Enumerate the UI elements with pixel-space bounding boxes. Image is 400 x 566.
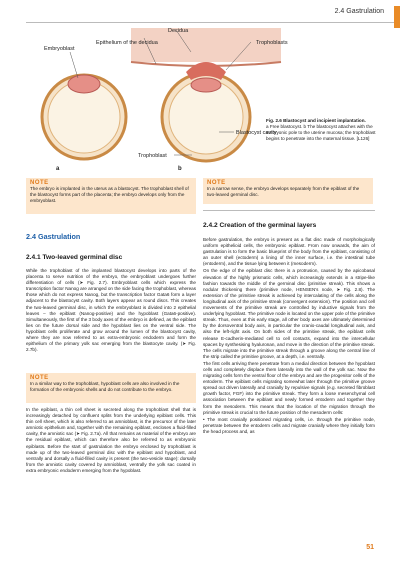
left-column-text-2 [26,407,196,557]
left-column-text-1 [26,268,196,372]
note-box-1 [26,178,196,214]
header-title: 2.4 Gastrulation [334,8,384,15]
label-b: b [178,166,182,172]
note-box-2 [203,178,373,204]
page-number: 51 [366,544,374,551]
section-title: 2.4 Gastrulation [26,232,81,241]
caption-body: a Free blastocyst. b The blastocyst attaches with the embryonic pole to the uterine mucosa; the trophoblast begins to penetrate into the maternal tissue. [L126] [266,124,376,141]
figure-2-6 [26,22,371,172]
paragraph: The first cells arriving there penetrate from a medial direction between the hypoblast cells and completely displace them laterally into the wall of the yolk sac. Now the migrating cells form the ventral floor of the embryo and are the progenitor cells of the entoderm. The epiblast cells migrating somewhat later through the primitive groove spread out driven laterally and cranially by repulsive signals (e.g. secreted fibroblast growth factor, FGF) into the primitive streak. They form a loose mesenchymal cell association between the epiblast and newly formed entoderm and together they form the mesoderm. This means that the location of the migration through the primitive streak is crucial to the future position of the mesoderm cells: [203,360,375,415]
note-text: In a narrow sense, the embryo develops separately from the epiblast of the two-leaved germinal disc. [207,186,360,197]
subsection-title-2-4-1: 2.4.1 Two-leaved germinal disc [26,254,123,261]
running-header [0,6,400,20]
figure-caption [266,118,378,142]
panel-b [96,28,288,172]
caption-title: Fig. 2.6 Blastocyst and incipient implantation. [266,118,366,123]
chapter-tab [394,6,400,28]
divider-rule [203,210,375,211]
panel-a [42,46,126,172]
label-epithelium: Epithelium of the decidua [96,40,158,46]
embryoblast-mass [68,75,100,93]
paragraph: While the trophoblast of the implanted blastocyst develops into parts of the placenta to serve nutrition of the embryo, the embryoblast undergoes further differentiation of cells (➤ Fig. 2.7). Embryoblast cells which express the transcription factor Nanog are arranged on the side facing the trophoblast, whereas those which do not express Nanog, but the transcription factor Gata6 form a layer adjacent to the blastocyst cavity. Both layers appear as round discs. This creates the two-leaved germinal disc, in which the embryoblast is divided into 2 epithelial leaves – the epiblast (Nanog-positive) and the hypoblast (Gata6-positive). Simultaneously, the first of the 3 body axes of the embryo is defined, as the epiblast lies on the future dorsal side and the hypoblast lies on the ventral side. The hypoblast cells proliferate and grow around the lumen of the blastocyst cavity, where they are now referred to as extra-embryonic endoderm and form the epithelium of the primary yolk sac emerging from the blastocyte cavity. (➤ Fig. 2.7b). [26,268,196,353]
label-embryoblast: Embryoblast [44,46,75,52]
label-trophoblasts: Trophoblasts [256,40,288,46]
note-heading: NOTE [30,375,49,381]
subsection-title-2-4-2: 2.4.2 Creation of the germinal layers [203,222,317,229]
paragraph: On the edge of the epiblast disc there is a protrusion, caused by the apicobasal elevation of the highly prismatic cells, which increasingly extends in a stripe-like fashion towards the middle of the germinal disc (primitive streak). This shows a nodular thickening there (primitive node, HENSEN's node, ➤ Fig. 2.8). The extension of the primitive streak is achieved by intercalating of the cells along the longitudinal axis of the primitive streak (convergent extension). The position and cell movements of the primitive streak are controlled by inductive signals from the underlying hypoblast. The primitive node is located on the upper pole of the primitive streak. Thus, even at this early stage, all other body axes are ultimately determined by the dorsoventral body axis, in particular the cranio-caudal longitudinal axis, and also the left-right axis. On both sides of the primitive streak, the epiblast cells release E-cadherin-mediated cell to cell contacts, expand into the intercellular spaces by synthesising hyaluronan, and move in the direction of the primitive streak. The cells migrate into the primitive streak through a groove along the central line of the strip called the primitive groove, at a depth, i.e. ventrally. [203,268,375,359]
note-box-3 [26,373,196,403]
label-trophoblast: Trophoblast [138,153,167,159]
note-heading: NOTE [30,180,49,186]
figure-illustration [26,22,371,172]
bullet-item: • The most cranially positioned migrating cells, i.e. through the primitive node, penetrate between the entoderm cells and migrate cranially where they initially form the head process and, as [203,416,375,434]
note-text: In a similar way to the trophoblast, hypoblast cells are also involved in the formation of the embryonic shells and do not contribute to the embryo. [30,381,180,392]
paragraph: Before gastrulation, the embryo is present as a flat disc made of morphologically uniform epithelioid cells, the embryonic epiblast. From now onwards, the aim of gastrulation is to form the basic blueprint of the body from the epiblast, consisting of an outer shell (ectoderm) a lining of the inner surface, i.e. the intestinal tube (entoderm), and the tissue lying between it (mesoderm). [203,237,375,267]
right-column-text [203,237,375,547]
label-blastocyst-cavity: Blastocyst cavity [236,130,277,136]
embryoblast-leader [70,52,78,78]
label-a: a [56,166,60,172]
note-heading: NOTE [207,180,226,186]
embryoblast-mass-b [191,78,221,92]
paragraph: In the epiblast, a thin cell sheet is secreted along the trophoblast shell that is increasingly detached by confluent splits from the underlying epiblast cells. This thin cell sheet, which is also referred to as amnioblast, is the precursor of the later amniotic epithelium and, together with the remaining epiblast, encloses a fluid-filled cavity, the amniotic sac (➤ Fig. 2.7a). All that remains as material of the embryo are the residual epiblast, which can therefore also be referred to as embryonic epiblasts. Before the start of gastrulation the embryo enclosed by trophoblast is made up of the two-leaved germinal disc with the epiblast and hypoblast, and ventrally and dorsally a fluid-filled cavity is present (the two-vesicle stage): dorsally from the amniotic cavity covered by amnioblast, ventrally the yolk sac coated in extra embryonic endoderm emerging from the hypoblast. [26,407,196,473]
note-text: The embryo is implanted in the uterus as a blastocyst. The trophoblast shell of the blastocyst forms part of the placenta; the embryo develops only from the embryoblast. [30,186,189,203]
label-decidua: Decidua [168,28,189,34]
